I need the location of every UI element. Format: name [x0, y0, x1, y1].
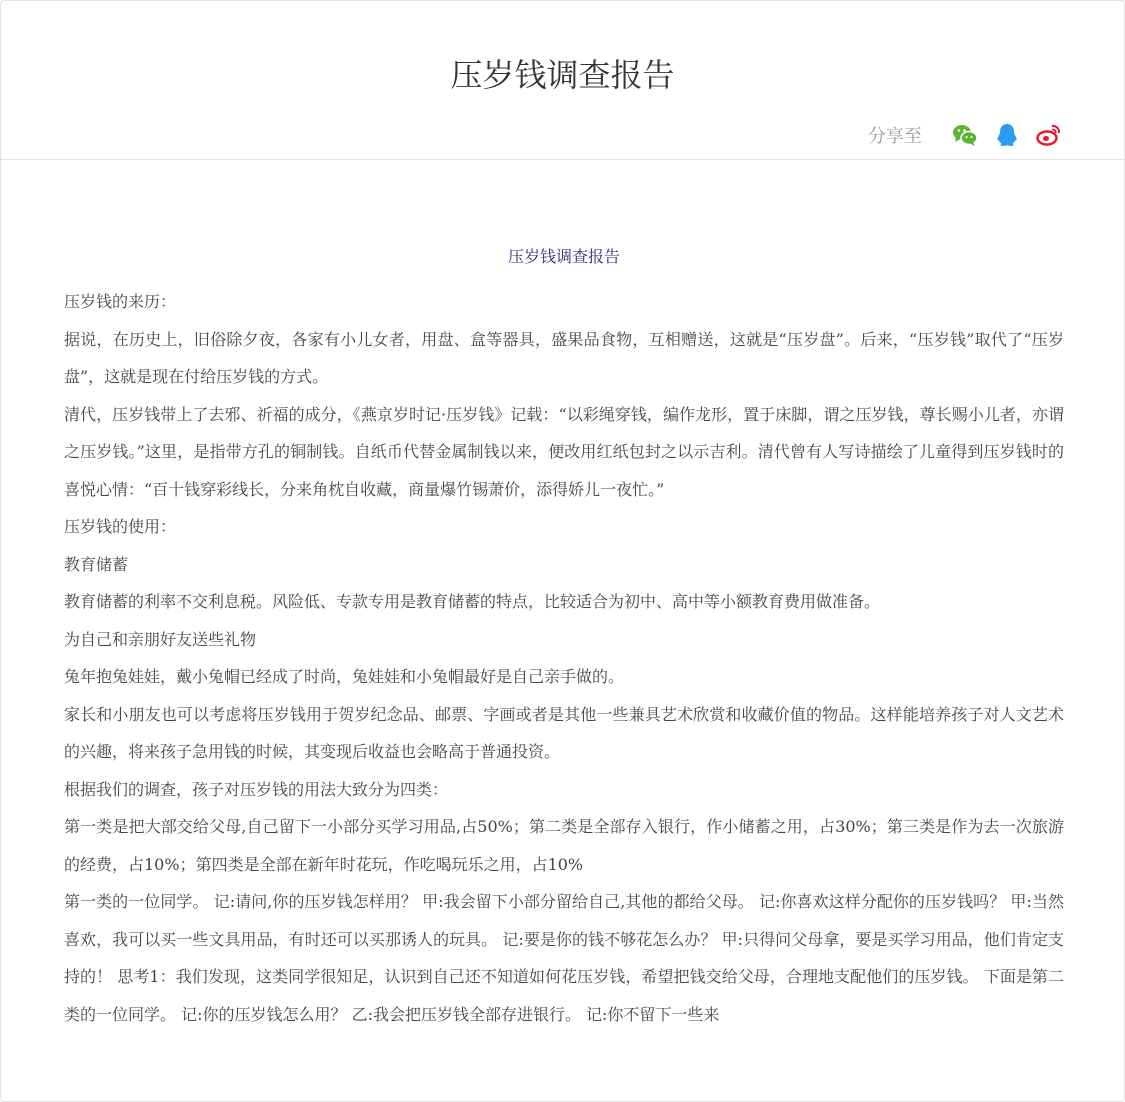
paragraph: 教育储蓄的利率不交利息税。风险低、专款专用是教育储蓄的特点，比较适合为初中、高中等小额教育费用做准备。: [64, 592, 881, 611]
share-label: 分享至: [868, 126, 922, 147]
paragraph: 据说，在历史上，旧俗除夕夜，各家有小儿女者，用盘、盒等器具，盛果品食物，互相赠送，这就是“压岁盘”。后来，“压岁钱”取代了“压岁盘”，这就是现在付给压岁钱的方式。: [64, 329, 1064, 386]
page-title: 压岁钱调查报告: [450, 56, 675, 94]
paragraph: 家长和小朋友也可以考虑将压岁钱用于贺岁纪念品、邮票、字画或者是其他一些兼具艺术欣赏和收藏价值的物品。这样能培养孩子对人文艺术的兴趣，将来孩子急用钱的时候，其变现后收益也会略高于普通投资。: [64, 704, 1064, 761]
article-title: 压岁钱调查报告: [507, 247, 620, 266]
wechat-icon[interactable]: [952, 122, 978, 148]
weibo-icon[interactable]: [1036, 122, 1062, 148]
qq-icon[interactable]: [994, 122, 1020, 148]
article-content: [64, 231, 1064, 1033]
paragraph: 根据我们的调查，孩子对压岁钱的用法大致分为四类：: [64, 779, 449, 799]
paragraph: 兔年抱兔娃娃，戴小兔帽已经成了时尚，兔娃娃和小兔帽最好是自己亲手做的。: [64, 667, 625, 686]
paragraph: 为自己和亲朋好友送些礼物: [64, 629, 257, 649]
share-bar: [868, 121, 1062, 149]
paragraph: 压岁钱的使用：: [64, 517, 177, 536]
paragraph: 清代，压岁钱带上了去邪、祈福的成分，《燕京岁时记·压岁钱》记载：“以彩绳穿钱，编作龙形，置于床脚，谓之压岁钱，尊长赐小儿者，亦谓之压岁钱。”这里，是指带方孔的铜制钱。自纸币代替金属制钱以来，便改用红纸包封之以示吉利。清代曾有人写诗描绘了儿童得到压岁钱时的喜悦心情：“百十钱穿彩线长，分来角枕自收藏，商量爆竹锡萧价，添得娇儿一夜忙。”: [64, 404, 1064, 499]
page-header: [1, 1, 1124, 160]
paragraph: 第一类是把大部交给父母,自己留下一小部分买学习用品,占50%；第二类是全部存入银行，作小储蓄之用，占30%；第三类是作为去一次旅游的经费，占10%；第四类是全部在新年时花玩，作吃喝玩乐之用，占10%: [64, 817, 1064, 874]
paragraph: 压岁钱的来历：: [64, 292, 177, 311]
paragraph: 教育储蓄: [64, 554, 129, 574]
paragraph: 第一类的一位同学。 记:请问,你的压岁钱怎样用？ 甲:我会留下小部分留给自己,其他的都给父母。 记:你喜欢这样分配你的压岁钱吗？ 甲:当然喜欢，我可以买一些文具用品，有时还可以买那诱人的玩具。 记:要是你的钱不够花怎么办？ 甲:只得问父母拿，要是买学习用品，他们肯定支持的！ 思考1：我们发现，这类同学很知足，认识到自己还不知道如何花压岁钱，希望把钱交给父母，合理地支配他们的压岁钱。 下面是第二类的一位同学。 记:你的压岁钱怎么用？ 乙:我会把压岁钱全部存进银行。 记:你不留下一些来: [64, 892, 1064, 1024]
